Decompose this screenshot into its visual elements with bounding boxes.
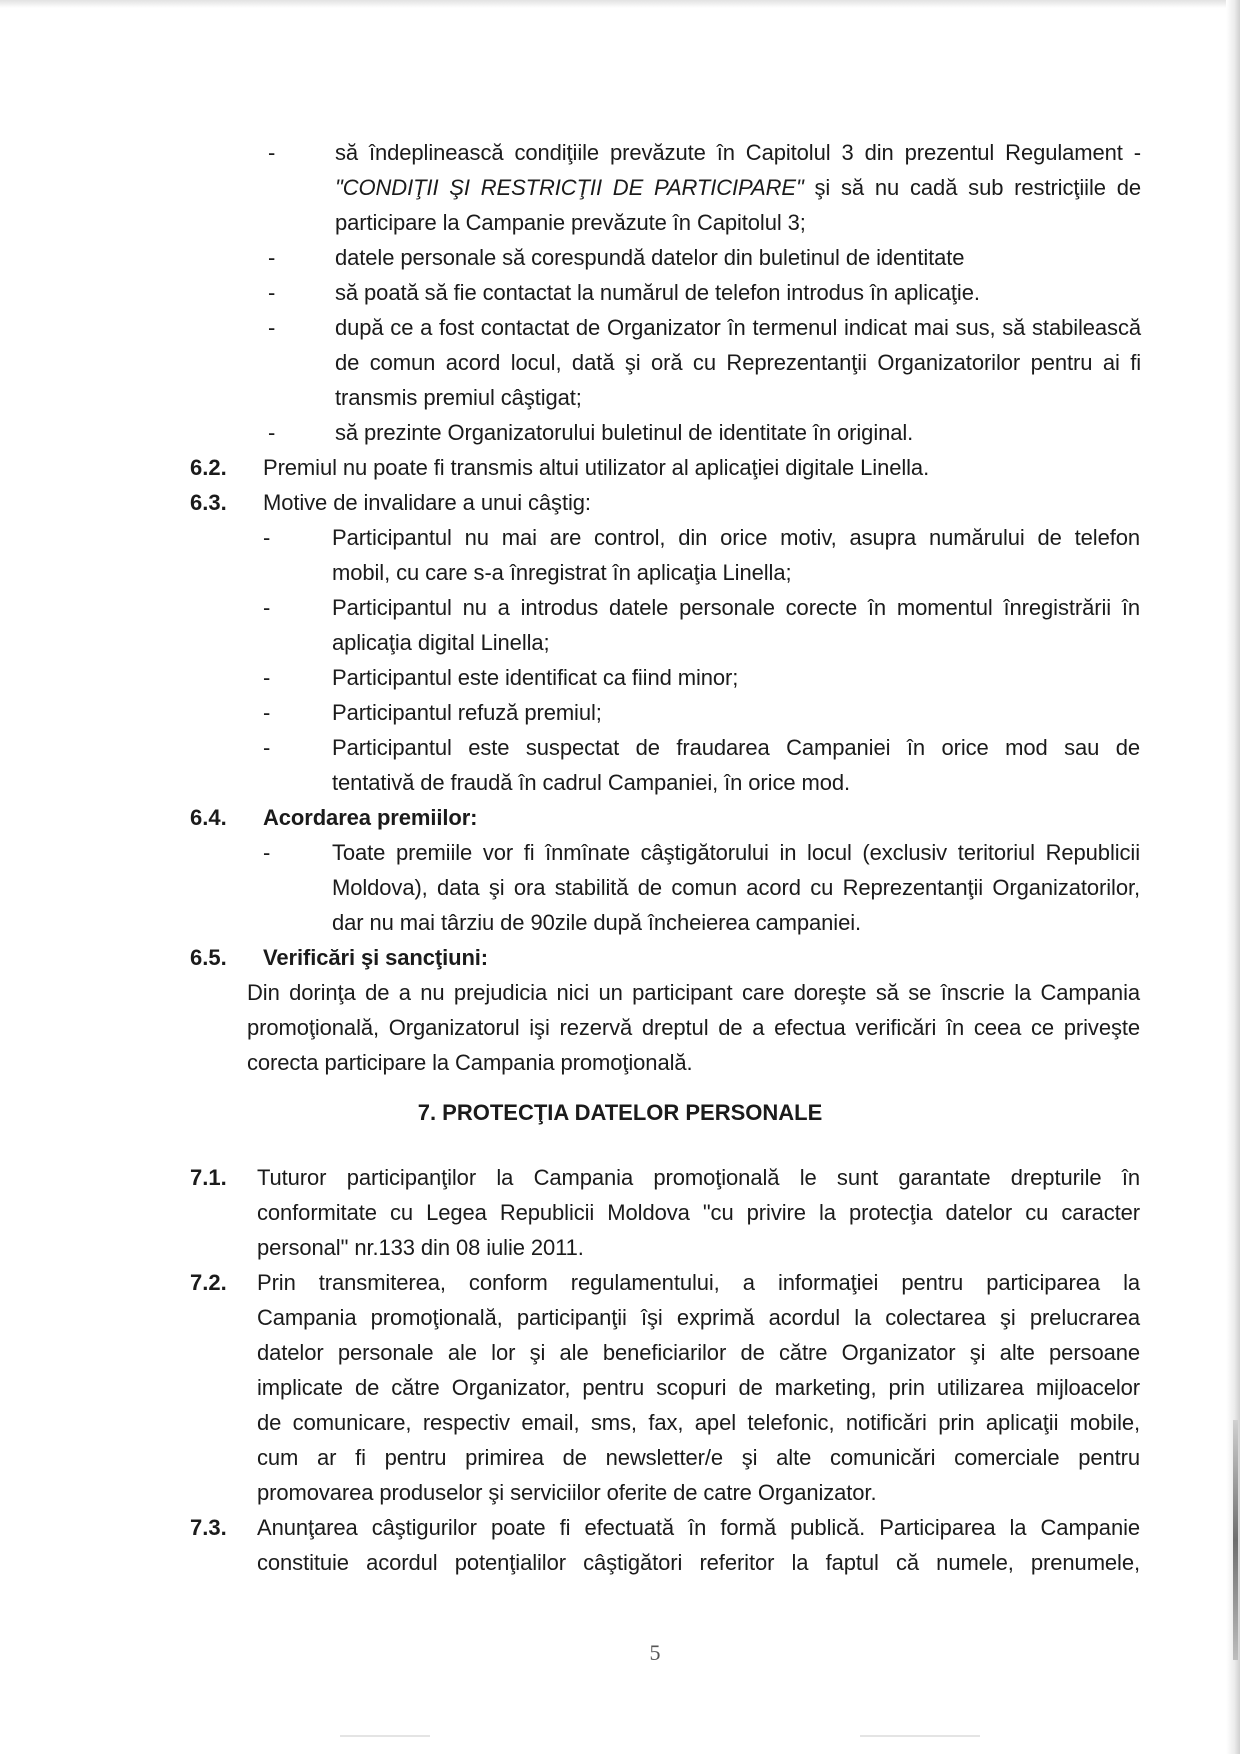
bullet-dash: - bbox=[263, 700, 271, 725]
clause-title: Verificări şi sancţiuni: bbox=[263, 945, 489, 970]
clause-number: 7.1. bbox=[190, 1165, 227, 1190]
bullet-text-line: aplicaţia digital Linella; bbox=[332, 630, 550, 655]
bullet-text-line: Moldova), data şi ora stabilită de comun acord cu Reprezentanţii Organizatorilor, bbox=[332, 875, 1140, 900]
bullet-text-fragment: şi să nu cadă sub restricţiile de bbox=[803, 175, 1141, 200]
bullet-dash: - bbox=[263, 665, 271, 690]
clause-title: Acordarea premiilor: bbox=[263, 805, 478, 830]
paragraph-line: datelor personale ale lor şi ale beneficiarilor de către Organizator şi alte persoane bbox=[257, 1340, 1140, 1365]
clause-number: 6.5. bbox=[190, 945, 227, 970]
bullet-dash: - bbox=[268, 280, 276, 305]
bullet-dash: - bbox=[268, 245, 276, 270]
paragraph-line: de comunicare, respectiv email, sms, fax, apel telefonic, notificări prin aplicaţii mobile, bbox=[257, 1410, 1140, 1435]
bullet-text-line: Participantul refuză premiul; bbox=[332, 700, 602, 725]
section-7-heading: 7. PROTECŢIA DATELOR PERSONALE bbox=[417, 1100, 823, 1125]
bullet-text-line: dar nu mai târziu de 90zile după încheierea campaniei. bbox=[332, 910, 862, 935]
bullet-text-line: Participantul nu a introdus datele personale corecte în momentul înregistrării în bbox=[332, 595, 1140, 620]
bullet-text-line: să poată să fie contactat la numărul de telefon introdus în aplicaţie. bbox=[335, 280, 980, 305]
bullet-text-line: tentativă de fraudă în cadrul Campaniei, în orice mod. bbox=[332, 770, 851, 795]
bullet-text-line: Participantul este suspectat de fraudarea Campaniei în orice mod sau de bbox=[332, 735, 1140, 760]
bullet-dash: - bbox=[268, 140, 276, 165]
bullet-dash: - bbox=[263, 595, 271, 620]
paragraph-line: promovarea produselor şi serviciilor oferite de catre Organizator. bbox=[257, 1480, 877, 1505]
bullet-text-line: de comun acord locul, dată şi oră cu Reprezentanţii Organizatorilor pentru ai fi bbox=[335, 350, 1141, 375]
scan-top-edge bbox=[0, 0, 1240, 8]
scan-mark bbox=[860, 1735, 980, 1737]
scan-right-edge bbox=[1226, 0, 1240, 1754]
paragraph-line: personal" nr.133 din 08 iulie 2011. bbox=[257, 1235, 584, 1260]
paragraph-line: Campania promoţională, participanţii îşi exprimă acordul la colectarea şi prelucrarea bbox=[257, 1305, 1140, 1330]
clause-number: 6.2. bbox=[190, 455, 227, 480]
paragraph-line: Prin transmiterea, conform regulamentului, a informaţiei pentru participarea la bbox=[257, 1270, 1140, 1295]
page-number: 5 bbox=[649, 1640, 661, 1665]
paragraph-line: constituie acordul potenţialilor câştigători referitor la faptul că numele, prenumele, bbox=[257, 1550, 1140, 1575]
clause-number: 7.2. bbox=[190, 1270, 227, 1295]
italic-reference: "CONDIŢII ŞI RESTRICŢII DE PARTICIPARE" bbox=[335, 175, 804, 200]
bullet-text-line: mobil, cu care s-a înregistrat în aplicaţia Linella; bbox=[332, 560, 792, 585]
bullet-text-line: datele personale să corespundă datelor din buletinul de identitate bbox=[335, 245, 965, 270]
paragraph-line: Din dorinţa de a nu prejudicia nici un participant care doreşte să se înscrie la Campania bbox=[247, 980, 1140, 1005]
clause-number: 7.3. bbox=[190, 1515, 227, 1540]
bullet-dash: - bbox=[263, 840, 271, 865]
paragraph-line: cum ar fi pentru primirea de newsletter/e şi alte comunicări comerciale pentru bbox=[257, 1445, 1140, 1470]
bullet-text-line: să îndeplinească condiţiile prevăzute în Capitolul 3 din prezentul Regulament - bbox=[335, 140, 1141, 165]
paragraph-line: Anunţarea câştigurilor poate fi efectuată în formă publică. Participarea la Campanie bbox=[257, 1515, 1140, 1540]
paragraph-line: corecta participare la Campania promoţională. bbox=[247, 1050, 693, 1075]
paragraph-line: implicate de către Organizator, pentru scopuri de marketing, prin utilizarea mijloacelor bbox=[257, 1375, 1140, 1400]
bullet-dash: - bbox=[268, 315, 276, 340]
bullet-dash: - bbox=[268, 420, 276, 445]
bullet-text-line: după ce a fost contactat de Organizator în termenul indicat mai sus, să stabilească bbox=[335, 315, 1141, 340]
clause-text: Premiul nu poate fi transmis altui utilizator al aplicaţiei digitale Linella. bbox=[263, 455, 930, 480]
clause-text: Motive de invalidare a unui câştig: bbox=[263, 490, 591, 515]
paragraph-line: Tuturor participanţilor la Campania promoţională le sunt garantate drepturile în bbox=[257, 1165, 1140, 1190]
bullet-text-line: Toate premiile vor fi înmînate câştigătorului in locul (exclusiv teritoriul Republicii bbox=[332, 840, 1140, 865]
bullet-text-line: Participantul este identificat ca fiind minor; bbox=[332, 665, 739, 690]
bullet-text-line: participare la Campanie prevăzute în Capitolul 3; bbox=[335, 210, 806, 235]
paragraph-line: promoţională, Organizatorul işi rezervă dreptul de a efectua verificări în ceea ce priveşte bbox=[247, 1015, 1140, 1040]
bullet-text-line: Participantul nu mai are control, din orice motiv, asupra numărului de telefon bbox=[332, 525, 1140, 550]
paragraph-line: conformitate cu Legea Republicii Moldova "cu privire la protecţia datelor cu caracter bbox=[257, 1200, 1140, 1225]
scan-mark bbox=[340, 1735, 430, 1737]
clause-number: 6.4. bbox=[190, 805, 227, 830]
clause-number: 6.3. bbox=[190, 490, 227, 515]
bullet-dash: - bbox=[263, 735, 271, 760]
bullet-dash: - bbox=[263, 525, 271, 550]
bullet-text-line bbox=[335, 170, 1141, 205]
bullet-text-line: să prezinte Organizatorului buletinul de identitate în original. bbox=[335, 420, 914, 445]
bullet-text-line: transmis premiul câştigat; bbox=[335, 385, 582, 410]
